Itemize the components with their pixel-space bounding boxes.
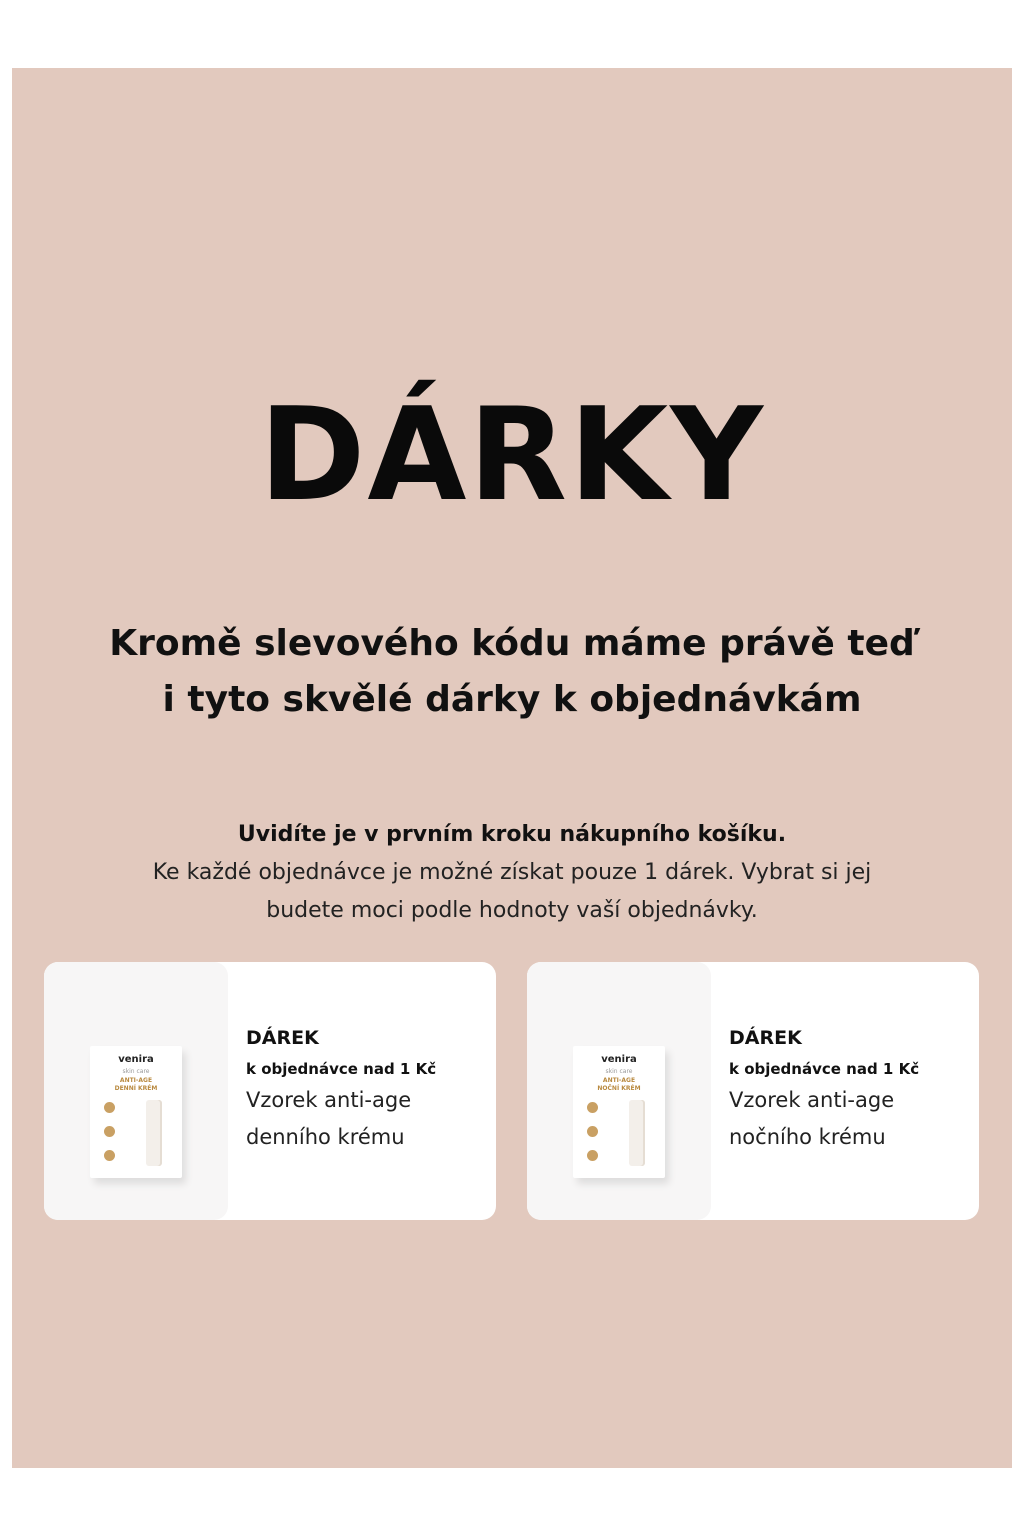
subtitle [52,616,972,728]
gift-desc-line-2: denního krému [246,1125,405,1149]
ingredient-dot-icon [587,1102,598,1113]
gift-condition: k objednávce nad 1 Kč [246,1060,437,1078]
subtitle-line-1: Kromě slevového kódu máme právě teď [109,623,915,664]
product-image-area [527,962,711,1220]
gift-card-day-cream [44,962,496,1220]
gift-desc-line-2: nočního krému [729,1125,886,1149]
ingredient-dot-icon [104,1150,115,1161]
product-name-1: ANTI-AGE [602,1077,636,1084]
gift-text [729,1024,969,1156]
page-title: DÁRKY [259,381,765,530]
product-sub: skin care [605,1068,633,1075]
product-sachet-image [90,1046,182,1178]
ingredient-dot-icon [104,1102,115,1113]
gift-desc-line-1: Vzorek anti-age [246,1088,412,1112]
product-brand: venira [601,1054,637,1065]
tube-icon [629,1100,645,1166]
gift-label: DÁREK [246,1027,319,1049]
product-sachet-image [573,1046,665,1178]
product-name-2: DENNÍ KRÉM [114,1085,158,1092]
info-line-1: Ke každé objednávce je možné získat pouze 1 dárek. Vybrat si jej [152,860,872,885]
ingredient-dot-icon [104,1126,115,1137]
gift-desc-line-1: Vzorek anti-age [729,1088,895,1112]
info-line-2: budete moci podle hodnoty vaší objednávky. [266,898,758,923]
subtitle-line-2: i tyto skvělé dárky k objednávkám [162,679,862,720]
product-name-1: ANTI-AGE [119,1077,153,1084]
gift-condition: k objednávce nad 1 Kč [729,1060,920,1078]
product-name-2: NOČNÍ KRÉM [597,1085,641,1092]
product-brand: venira [118,1054,154,1065]
gift-card-night-cream [527,962,979,1220]
info-bold-line: Uvidíte je v prvním kroku nákupního košíku. [237,822,787,847]
gift-label: DÁREK [729,1027,802,1049]
product-sub: skin care [122,1068,150,1075]
ingredient-dot-icon [587,1126,598,1137]
tube-icon [146,1100,162,1166]
product-image-area [44,962,228,1220]
gift-text [246,1024,486,1156]
promo-panel [12,68,1012,1468]
ingredient-dot-icon [587,1150,598,1161]
info-text [72,816,952,930]
